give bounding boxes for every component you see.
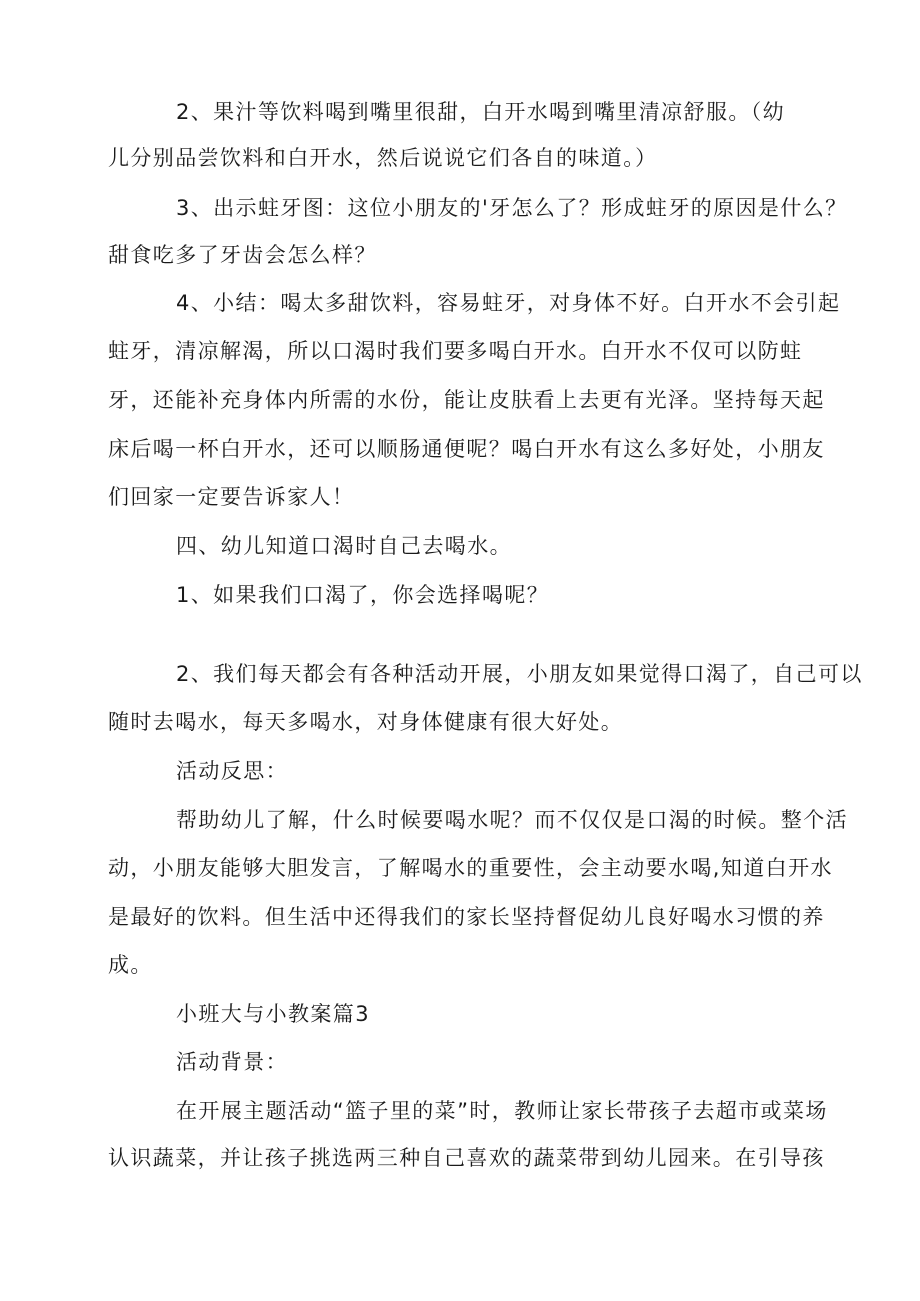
text-line: 3、出示蛀牙图：这位小朋友的'牙怎么了？形成蛀牙的原因是什么？ [176, 196, 848, 220]
text-line: 床后喝一杯白开水，还可以顺肠通便呢？喝白开水有这么多好处，小朋友 [108, 437, 825, 461]
text-line: 随时去喝水，每天多喝水，对身体健康有很大好处。 [108, 710, 624, 734]
text-line: 牙，还能补充身体内所需的水份，能让皮肤看上去更有光泽。坚持每天起 [108, 388, 825, 412]
text-line: 1、如果我们口渴了，你会选择喝呢？ [176, 583, 550, 607]
text-line: 蛀牙，清凉解渴，所以口渴时我们要多喝白开水。白开水不仅可以防蛀 [108, 339, 803, 363]
text-line: 成。 [108, 953, 153, 977]
section-heading: 四、幼儿知道口渴时自己去喝水。 [176, 534, 512, 558]
text-line: 4、小结：喝太多甜饮料，容易蛀牙，对身体不好。白开水不会引起 [176, 291, 841, 315]
text-line: 动，小朋友能够大胆发言，了解喝水的重要性，会主动要水喝,知道白开水 [108, 856, 833, 880]
text-line: 2、果汁等饮料喝到嘴里很甜，白开水喝到嘴里清凉舒服。（幼 [176, 100, 786, 124]
text-line: 们回家一定要告诉家人！ [108, 485, 355, 509]
text-line: 在开展主题活动“篮子里的菜”时，教师让家长带孩子去超市或菜场 [176, 1099, 828, 1123]
section-heading: 活动背景： [176, 1050, 288, 1074]
text-line: 儿分别品尝饮料和白开水，然后说说它们各自的味道。） [108, 146, 658, 170]
text-line: 甜食吃多了牙齿会怎么样？ [108, 243, 377, 267]
text-line: 帮助幼儿了解，什么时候要喝水呢？而不仅仅是口渴的时候。整个活 [176, 808, 848, 832]
section-title: 小班大与小教案篇3 [176, 1002, 370, 1026]
text-line: 认识蔬菜，并让孩子挑选两三种自己喜欢的蔬菜带到幼儿园来。在引导孩 [108, 1146, 825, 1170]
section-heading: 活动反思： [176, 759, 288, 783]
text-line: 2、我们每天都会有各种活动开展，小朋友如果觉得口渴了，自己可以 [176, 662, 863, 686]
text-line: 是最好的饮料。但生活中还得我们的家长坚持督促幼儿良好喝水习惯的养 [108, 905, 825, 929]
